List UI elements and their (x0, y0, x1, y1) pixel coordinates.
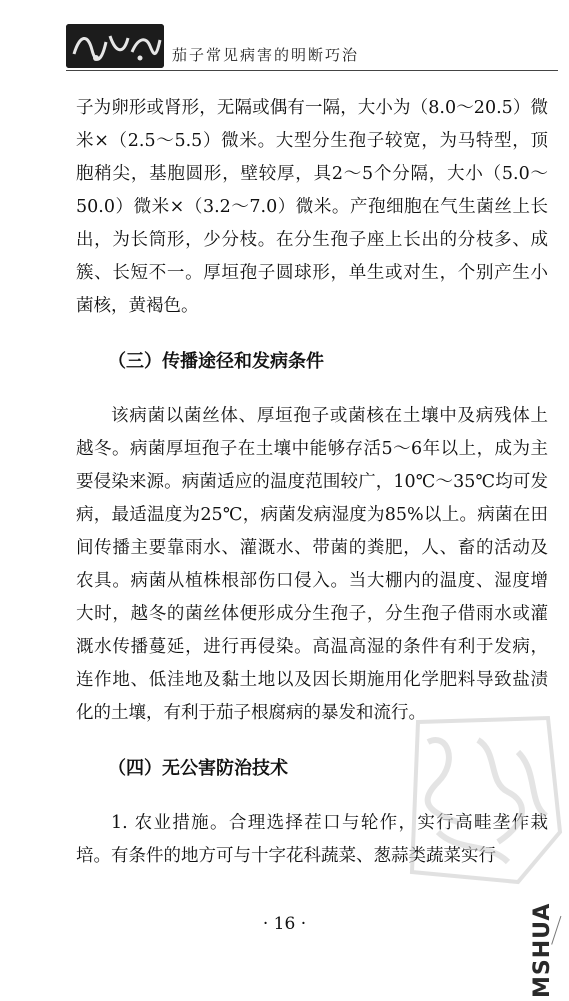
watermark-text: MSHUA (530, 902, 555, 998)
calligraphy-logo-icon (66, 24, 164, 68)
paragraph-agricultural-measures: 1. 农业措施。合理选择茬口与轮作，实行高畦垄作栽培。有条件的地方可与十字花科蔬菜、葱蒜类蔬菜实行 (76, 813, 548, 866)
page-header (38, 6, 558, 68)
paragraph-continued: 子为卵形或肾形，无隔或偶有一隔，大小为（8.0～20.5）微米×（2.5～5.5）微米。大型分生孢子较宽，为马特型，顶胞稍尖，基胞圆形，壁较厚，具2～5个分隔，大小（5.0～50.0）微米×（3.2～7.0）微米。产孢细胞在气生菌丝上长出，为长筒形，少分枝。在分生孢子座上长出的分枝多、成簇、长短不一。厚垣孢子圆球形，单生或对生，个别产生小菌核，黄褐色。 (76, 98, 548, 316)
section-heading-3: （三）传播途径和发病条件 (108, 351, 324, 372)
running-title: 茄子常见病害的明断巧治 (172, 46, 360, 64)
header-rule (66, 70, 558, 71)
page-number: · 16 · (262, 914, 307, 934)
paragraph-transmission: 该病菌以菌丝体、厚垣孢子或菌核在土壤中及病残体上越冬。病菌厚垣孢子在土壤中能够存活5～6年以上，成为主要侵染来源。病菌适应的温度范围较广，10℃～35℃均可发病，最适温度为25℃，病菌发病湿度为85%以上。病菌在田间传播主要靠雨水、灌溉水、带菌的粪肥，人、畜的活动及农具。病菌从植株根部伤口侵入。当大棚内的温度、湿度增大时，越冬的菌丝体便形成分生孢子，分生孢子借雨水或灌溉水传播蔓延，进行再侵染。高温高湿的条件有利于发病，连作地、低洼地及黏土地以及因长期施用化学肥料导致盐渍化的土壤，有利于茄子根腐病的暴发和流行。 (76, 406, 548, 723)
section-heading-4: （四）无公害防治技术 (108, 758, 288, 779)
seal-stamp-icon (398, 712, 566, 888)
